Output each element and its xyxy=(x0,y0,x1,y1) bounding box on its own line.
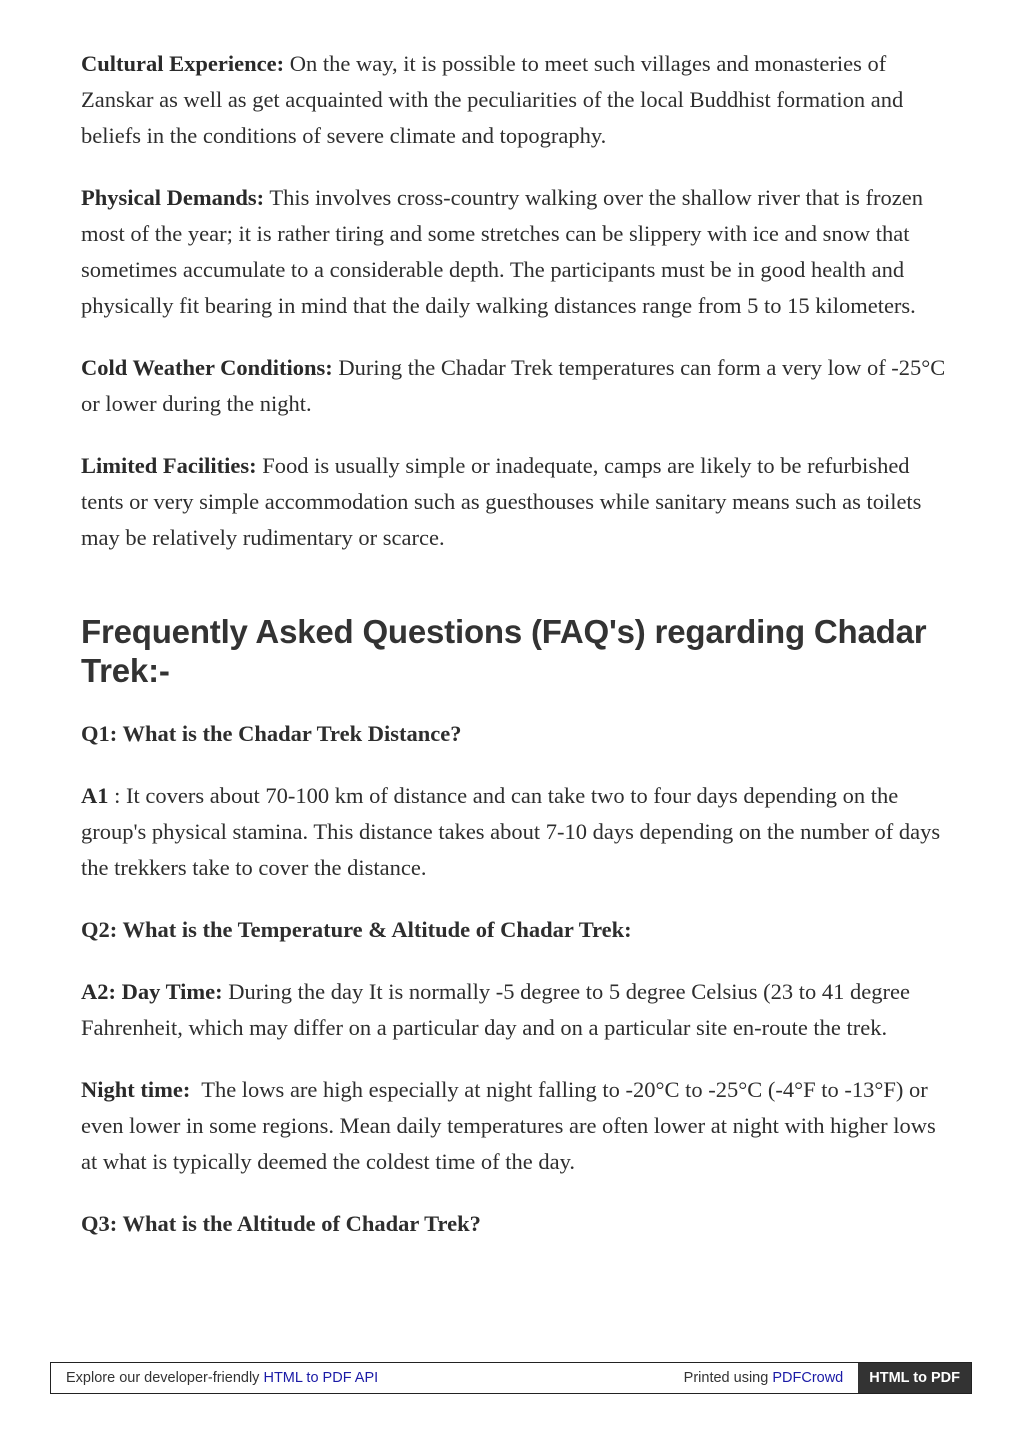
night-time-text: The lows are high especially at night falling to -20°C to -25°C (-4°F to -13°F) or even lower in some regions. Mean daily temperatures are often lower at night with higher lows at what is typically deemed the coldest time of the day. xyxy=(81,1077,936,1174)
cultural-experience-paragraph xyxy=(81,46,951,154)
night-time-label: Night time: xyxy=(81,1077,191,1102)
limited-facilities-text: Food is usually simple or inadequate, camps are likely to be refurbished tents or very simple accommodation such as guesthouses while sanitary means such as toilets may be relatively rudimentary or scarce. xyxy=(81,453,922,550)
faq-question-2: Q2: What is the Temperature & Altitude of Chadar Trek: xyxy=(81,917,632,942)
faq-answer-2-day xyxy=(81,974,951,1046)
footer-explore xyxy=(51,1370,684,1386)
physical-demands-label: Physical Demands: xyxy=(81,185,265,210)
faq-answer-2-text: During the day It is normally -5 degree to 5 degree Celsius (23 to 41 degree Fahrenheit, which may differ on a particular day and on a particular site en-route the trek. xyxy=(81,979,910,1040)
html-to-pdf-api-link[interactable]: HTML to PDF API xyxy=(263,1370,379,1386)
faq-question-1: Q1: What is the Chadar Trek Distance? xyxy=(81,721,462,746)
faq-heading: Frequently Asked Questions (FAQ's) regarding Chadar Trek:- xyxy=(81,613,927,689)
faq-answer-2-night xyxy=(81,1072,951,1180)
cultural-experience-label: Cultural Experience: xyxy=(81,51,285,76)
limited-facilities-label: Limited Facilities: xyxy=(81,453,257,478)
faq-answer-1-label: A1 xyxy=(81,783,109,808)
pdfcrowd-link[interactable]: PDFCrowd xyxy=(772,1370,844,1386)
cold-weather-label: Cold Weather Conditions: xyxy=(81,355,333,380)
html-to-pdf-badge[interactable]: HTML to PDF xyxy=(858,1363,971,1393)
faq-question-3: Q3: What is the Altitude of Chadar Trek? xyxy=(81,1211,481,1236)
limited-facilities-paragraph xyxy=(81,448,951,556)
document-body xyxy=(81,46,951,1268)
physical-demands-text: This involves cross-country walking over the shallow river that is frozen most of the year; it is rather tiring and some stretches can be slippery with ice and snow that sometimes accumulate to a considerable depth. The participants must be in good health and physically fit bearing in mind that the daily walking distances range from 5 to 15 kilometers. xyxy=(81,185,923,318)
physical-demands-paragraph xyxy=(81,180,951,324)
footer-printed-text: Printed using xyxy=(683,1370,769,1386)
cold-weather-text: During the Chadar Trek temperatures can form a very low of -25°C or lower during the night. xyxy=(81,355,946,416)
cultural-experience-text: On the way, it is possible to meet such villages and monasteries of Zanskar as well as get acquainted with the peculiarities of the local Buddhist formation and beliefs in the conditions of severe climate and topography. xyxy=(81,51,904,148)
pdf-footer-banner xyxy=(50,1362,972,1394)
footer-printed xyxy=(684,1370,859,1386)
faq-answer-2-label: A2: Day Time: xyxy=(81,979,223,1004)
cold-weather-paragraph xyxy=(81,350,951,422)
faq-answer-1 xyxy=(81,778,951,886)
faq-answer-1-text: : It covers about 70-100 km of distance and can take two to four days depending on the group's physical stamina. This distance takes about 7-10 days depending on the number of days the trekkers take to cover the distance. xyxy=(81,783,941,880)
footer-explore-text: Explore our developer-friendly xyxy=(66,1370,260,1386)
